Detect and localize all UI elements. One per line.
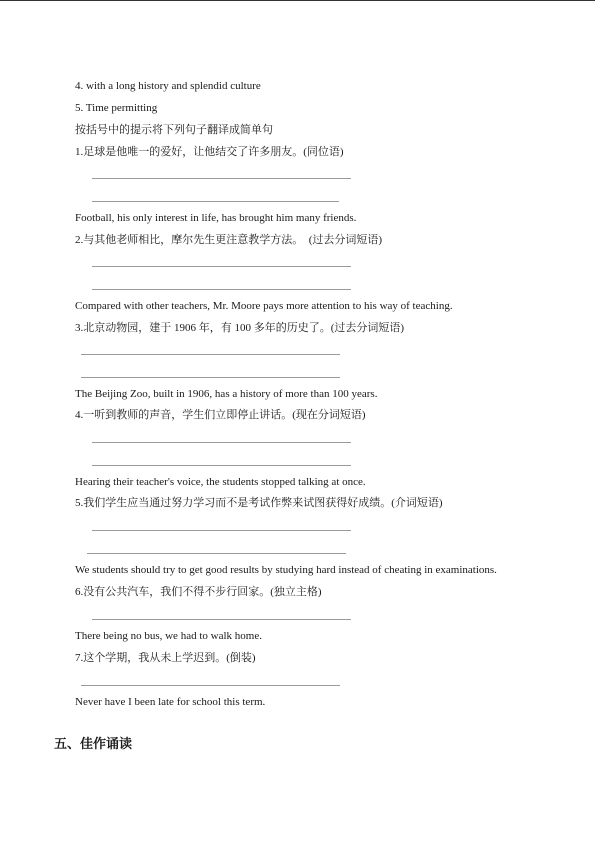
top-border-line	[0, 0, 595, 1]
question-2-prompt: 2.与其他老师相比，摩尔先生更注意教学方法。 (过去分词短语)	[75, 234, 383, 246]
answer-blank-2a	[92, 266, 351, 267]
answer-blank-3b	[81, 377, 340, 378]
answer-blank-4b	[92, 465, 351, 466]
question-5-prompt: 5.我们学生应当通过努力学习而不是考试作弊来试图获得好成绩。(介词短语)	[75, 497, 443, 509]
question-7-prompt: 7.这个学期，我从未上学迟到。(倒装)	[75, 652, 256, 664]
answer-blank-6	[92, 619, 351, 620]
question-2-answer: Compared with other teachers, Mr. Moore pays more attention to his way of teaching.	[75, 300, 453, 312]
question-3-prompt: 3.北京动物园，建于 1906 年，有 100 多年的历史了。(过去分词短语)	[75, 322, 405, 334]
answer-blank-5a	[92, 530, 351, 531]
item-5-phrase: 5. Time permitting	[75, 102, 158, 114]
answer-blank-4a	[92, 442, 351, 443]
question-5-answer: We students should try to get good results by studying hard instead of cheating in examinations.	[75, 564, 497, 576]
question-6-prompt: 6.没有公共汽车，我们不得不步行回家。(独立主格)	[75, 586, 322, 598]
question-1-answer: Football, his only interest in life, has brought him many friends.	[75, 212, 357, 224]
answer-blank-1a	[92, 178, 351, 179]
section-title: 五、佳作诵读	[54, 737, 133, 752]
question-4-answer: Hearing their teacher's voice, the students stopped talking at once.	[75, 476, 366, 488]
question-6-answer: There being no bus, we had to walk home.	[75, 630, 262, 642]
question-1-prompt: 1.足球是他唯一的爱好，让他结交了许多朋友。(同位语)	[75, 146, 344, 158]
answer-blank-7	[81, 685, 340, 686]
answer-blank-5b	[87, 553, 346, 554]
answer-blank-3a	[81, 354, 340, 355]
answer-blank-1b	[92, 201, 339, 202]
question-7-answer: Never have I been late for school this term.	[75, 696, 266, 708]
question-3-answer: The Beijing Zoo, built in 1906, has a history of more than 100 years.	[75, 388, 378, 400]
answer-blank-2b	[92, 289, 351, 290]
instruction-text: 按括号中的提示将下列句子翻译成简单句	[75, 124, 273, 136]
question-4-prompt: 4.一听到教师的声音，学生们立即停止讲话。(现在分词短语)	[75, 409, 366, 421]
item-4-phrase: 4. with a long history and splendid culture	[75, 80, 261, 92]
